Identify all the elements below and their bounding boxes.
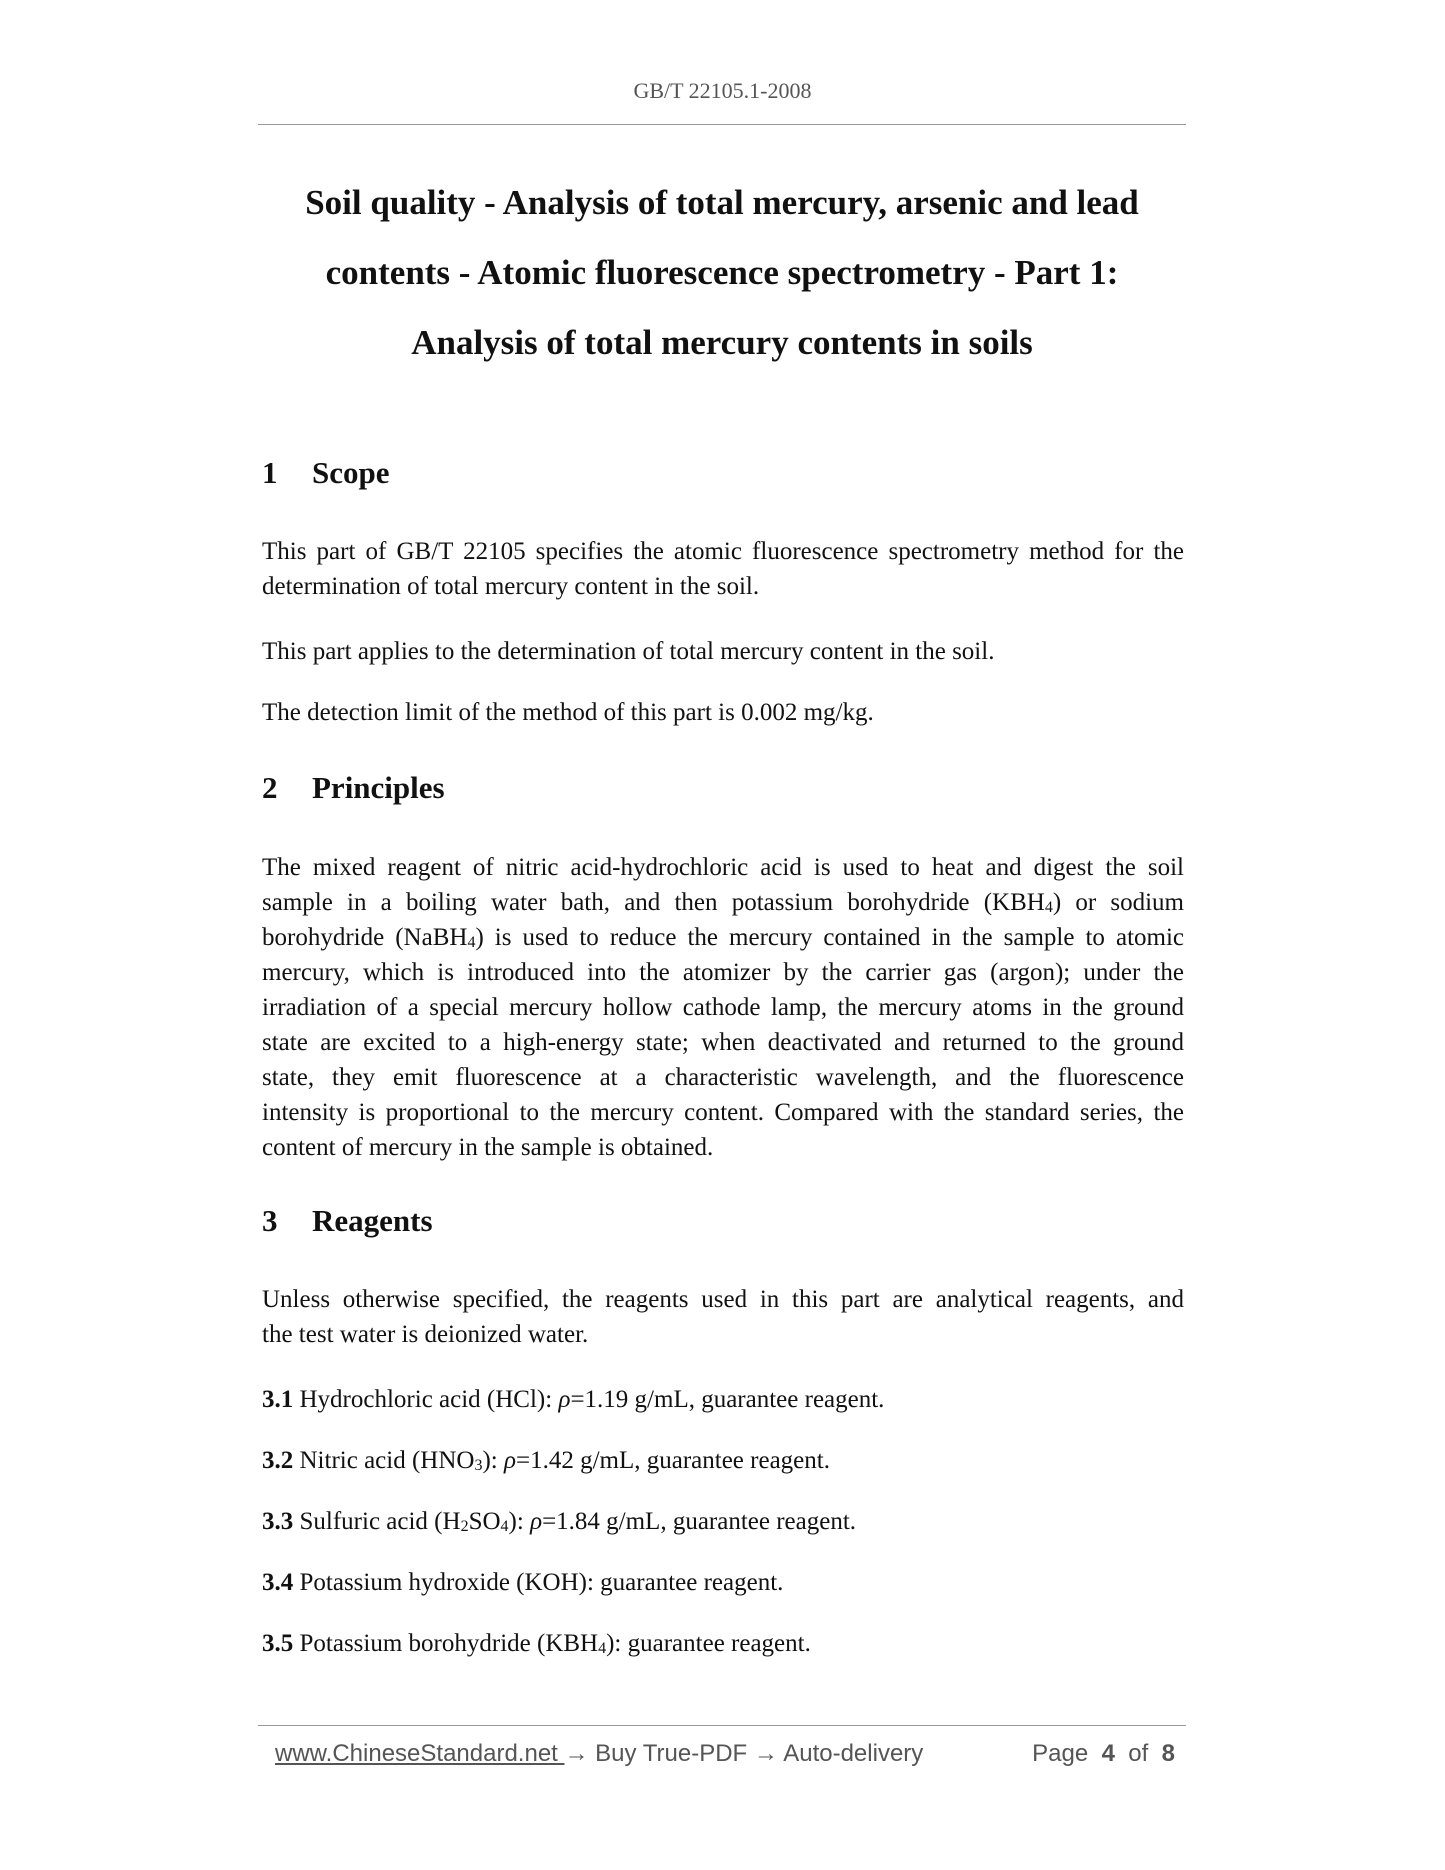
- section-title: Principles: [312, 770, 445, 805]
- text-line: Unless otherwise specified, the reagents used in this part are analytical reagents, and: [262, 1286, 1184, 1313]
- text-line: state, they emit fluorescence at a characteristic wavelength, and the fluorescence: [262, 1064, 1184, 1091]
- text-line: content of mercury in the sample is obtained.: [262, 1134, 714, 1161]
- title-line: Analysis of total mercury contents in soils: [411, 323, 1033, 362]
- text-line: The mixed reagent of nitric acid-hydrochloric acid is used to heat and digest the soil: [262, 854, 1184, 881]
- text-line: the test water is deionized water.: [262, 1321, 589, 1348]
- section-heading-principles: [262, 770, 445, 806]
- header-divider: [258, 124, 1186, 125]
- text-line: state are excited to a high-energy state; when deactivated and returned to the ground: [262, 1029, 1184, 1056]
- reagent-item: 3.4 Potassium hydroxide (KOH): guarantee reagent.: [262, 1569, 784, 1596]
- auto-delivery-text: → Auto-delivery: [753, 1740, 924, 1767]
- item-number: 3.4: [262, 1569, 294, 1596]
- section-number: 2: [262, 770, 278, 805]
- reagent-item: 3.1 Hydrochloric acid (HCl): ρ=1.19 g/mL, guarantee reagent.: [262, 1386, 885, 1413]
- scope-paragraph-3: The detection limit of the method of this part is 0.002 mg/kg.: [262, 699, 874, 726]
- item-number: 3.3: [262, 1508, 294, 1535]
- total-pages: 8: [1161, 1740, 1175, 1767]
- reagents-intro: [262, 1282, 1184, 1352]
- section-title: Scope: [312, 455, 390, 490]
- section-heading-reagents: [262, 1203, 433, 1239]
- text-line: mercury, which is introduced into the atomizer by the carrier gas (argon); under the: [262, 959, 1184, 986]
- item-number: 3.2: [262, 1447, 294, 1474]
- section-number: 1: [262, 455, 278, 490]
- text-line: irradiation of a special mercury hollow cathode lamp, the mercury atoms in the ground: [262, 994, 1184, 1021]
- text-line: determination of total mercury content in the soil.: [262, 573, 760, 600]
- text-line: borohydride (NaBH$_4$) is used to reduce the mercury contained in the sample to atomic: [262, 924, 1184, 951]
- scope-paragraph-1: [262, 534, 1184, 604]
- running-header: GB/T 22105.1-2008: [633, 78, 812, 103]
- item-number: 3.1: [262, 1386, 294, 1413]
- item-number: 3.5: [262, 1630, 294, 1657]
- section-heading-scope: [262, 455, 390, 491]
- document-title: [258, 168, 1186, 378]
- section-number: 3: [262, 1203, 278, 1238]
- title-line: Soil quality - Analysis of total mercury, arsenic and lead: [305, 183, 1139, 222]
- page-footer: [275, 1740, 1175, 1768]
- scope-paragraph-2: This part applies to the determination of total mercury content in the soil.: [262, 638, 995, 665]
- text-line: intensity is proportional to the mercury content. Compared with the standard series, the: [262, 1099, 1184, 1126]
- reagent-item: 3.5 Potassium borohydride $(KBH_4)$: guarantee reagent.: [262, 1630, 811, 1657]
- page-indicator: Page 4 of 8: [1032, 1740, 1175, 1767]
- buy-pdf-text: → Buy True-PDF: [564, 1740, 754, 1767]
- principles-paragraph: [262, 850, 1184, 1165]
- text-line: This part of GB/T 22105 specifies the atomic fluorescence spectrometry method for the: [262, 538, 1184, 565]
- text-line: sample in a boiling water bath, and then potassium borohydride $(KBH_4)$ or sodium: [262, 889, 1184, 916]
- title-line: contents - Atomic fluorescence spectrometry - Part 1:: [325, 253, 1119, 292]
- reagent-item: 3.3 Sulfuric acid $(H_2SO_4)$: ρ=1.84 g/mL, guarantee reagent.: [262, 1508, 857, 1535]
- current-page: 4: [1101, 1740, 1115, 1767]
- reagent-item: 3.2 Nitric acid $(HNO_3)$: ρ=1.42 g/mL, guarantee reagent.: [262, 1447, 830, 1474]
- footer-divider: [258, 1725, 1186, 1726]
- site-link[interactable]: www.ChineseStandard.net: [275, 1740, 565, 1767]
- section-title: Reagents: [312, 1203, 433, 1238]
